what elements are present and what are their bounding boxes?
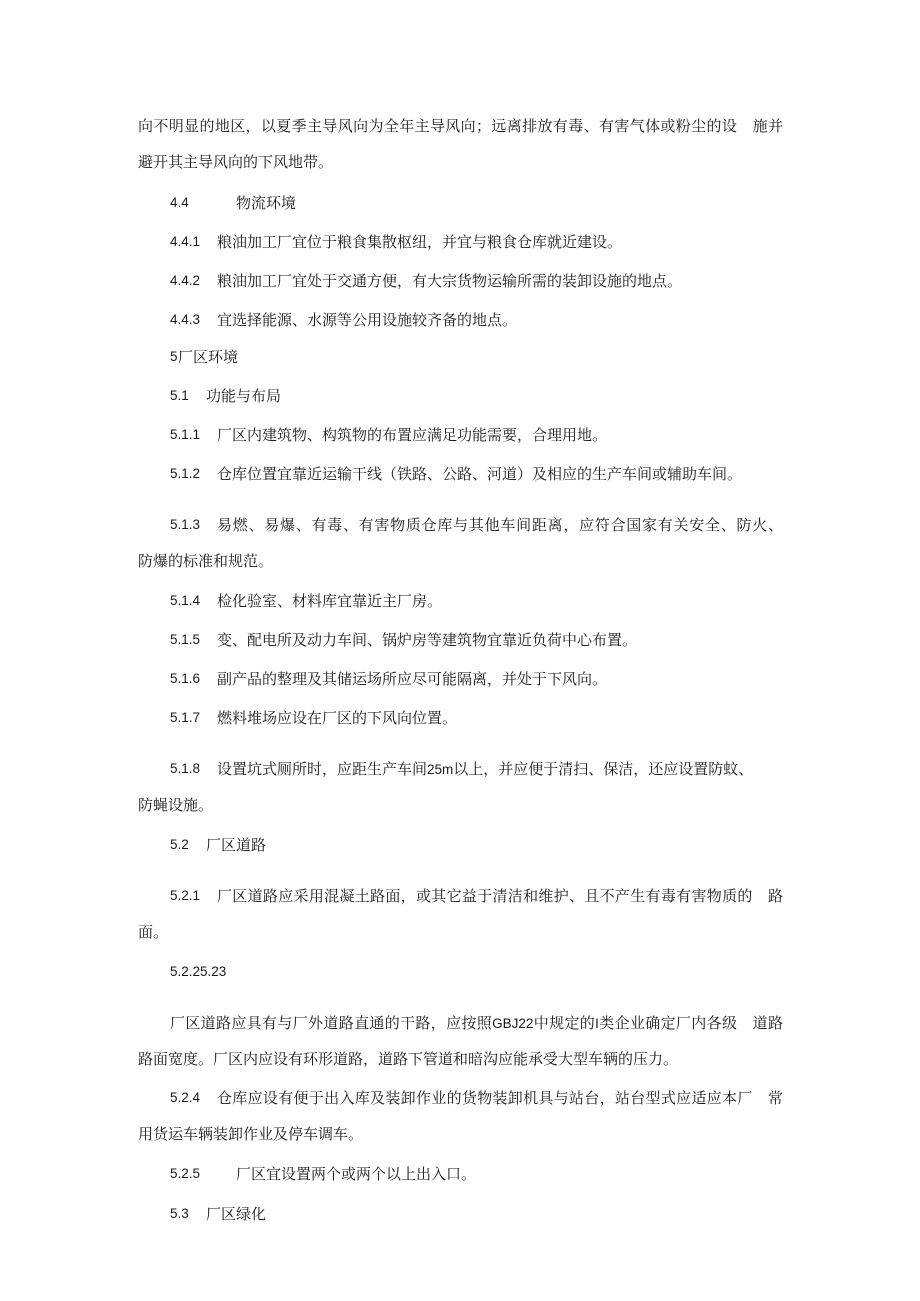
body-text <box>170 1013 783 1034</box>
clause-text: 粮油加工厂宜位于粮食集散枢纽，并宜与粮食仓库就近建设。 <box>217 233 623 251</box>
clause-number: 4.4.3 <box>170 312 201 327</box>
clause-number: 5.2.4 <box>170 1090 201 1105</box>
body-text: 避开其主导风向的下风地带。 <box>138 153 334 171</box>
clause-text-part: 设置坑式厕所时，应距生产车间 <box>217 760 428 778</box>
clause-text: 易燃、易爆、有毒、有害物质仓库与其他车间距离，应符合国家有关安全、防火、 <box>217 516 783 534</box>
clause-text: 仓库应设有便于出入库及装卸作业的货物装卸机具与站台，站台型式应适应本厂 常 <box>217 1089 783 1107</box>
clause-text: 用货运车辆装卸作业及停车调车。 <box>138 1125 364 1143</box>
clause-number: 5.1.3 <box>170 517 201 532</box>
clause-number: 5.2.1 <box>170 888 201 903</box>
distance-value: 25m <box>427 762 454 777</box>
clause-text: 厂区宜设置两个或两个以上出入口。 <box>236 1165 477 1183</box>
body-text-part: 中规定的 <box>533 1014 596 1032</box>
chapter-title: 厂区环境 <box>178 348 239 366</box>
section-title: 物流环境 <box>236 194 297 212</box>
clause-text: 防爆的标准和规范。 <box>138 552 274 570</box>
clause-text: 仓库位置宜靠近运输干线（铁路、公路、河道）及相应的生产车间或辅助车间。 <box>217 465 743 483</box>
clause-number: 5.1.1 <box>170 427 201 442</box>
body-text: 路面宽度。厂区内应设有环形道路，道路下管道和暗沟应能承受大型车辆的压力。 <box>138 1050 679 1068</box>
clause-text: 粮油加工厂宜处于交通方便，有大宗货物运输所需的装卸设施的地点。 <box>217 272 683 290</box>
clause-text: 燃料堆场应设在厂区的下风向位置。 <box>217 709 458 727</box>
clause-number: 5.1.5 <box>170 632 201 647</box>
section-title: 厂区道路 <box>206 836 267 854</box>
clause-number: 4.4.1 <box>170 234 201 249</box>
clause-number: 4.4.2 <box>170 273 201 288</box>
section-title: 功能与布局 <box>206 387 282 405</box>
clause-number: 5.2.5 <box>170 1166 201 1181</box>
clause-number: 5.1.4 <box>170 593 201 608</box>
section-number: 5.3 <box>170 1206 189 1221</box>
clause-text-part: 以上，并应便于清扫、保洁，还应设置防蚊、 <box>453 760 754 778</box>
section-number: 5.1 <box>170 388 189 403</box>
clause-number: 5.1.6 <box>170 671 201 686</box>
clause-text: 宜选择能源、水源等公用设施较齐备的地点。 <box>217 311 518 329</box>
clause-number: 5.1.2 <box>170 466 201 481</box>
clause-number: 5.1.8 <box>170 761 201 776</box>
section-number: 4.4 <box>170 195 189 210</box>
clause-text: 厂区道路应采用混凝土路面，或其它益于清洁和维护、且不产生有毒有害物质的 路 <box>217 887 783 905</box>
clause-text: 厂区内建筑物、构筑物的布置应满足功能需要，合理用地。 <box>217 426 608 444</box>
chapter-number: 5 <box>170 349 178 364</box>
clause-text: 面。 <box>138 923 169 941</box>
section-title: 厂区绿化 <box>206 1205 267 1223</box>
clause-text: 检化验室、材料库宜靠近主厂房。 <box>217 592 443 610</box>
body-text-part: 厂区道路应具有与厂外道路直通的干路，应按照 <box>170 1014 493 1032</box>
clause-text: 变、配电所及动力车间、锅炉房等建筑物宜靠近负荷中心布置。 <box>217 631 638 649</box>
clause-text: 防蝇设施。 <box>138 796 214 814</box>
section-number: 5.2 <box>170 837 189 852</box>
body-text-part: 类企业确定厂内各级 道路 <box>598 1014 783 1032</box>
clause-number: 5.2.25.23 <box>170 964 227 979</box>
enterprise-class: I <box>595 1016 599 1031</box>
standard-code: GBJ22 <box>492 1016 534 1031</box>
clause-number: 5.1.7 <box>170 710 201 725</box>
clause-text: 副产品的整理及其储运场所应尽可能隔离，并处于下风向。 <box>217 670 608 688</box>
body-text: 向不明显的地区，以夏季主导风向为全年主导风向；远离排放有毒、有害气体或粉尘的设 施并 <box>138 117 783 135</box>
clause-text <box>217 759 753 780</box>
